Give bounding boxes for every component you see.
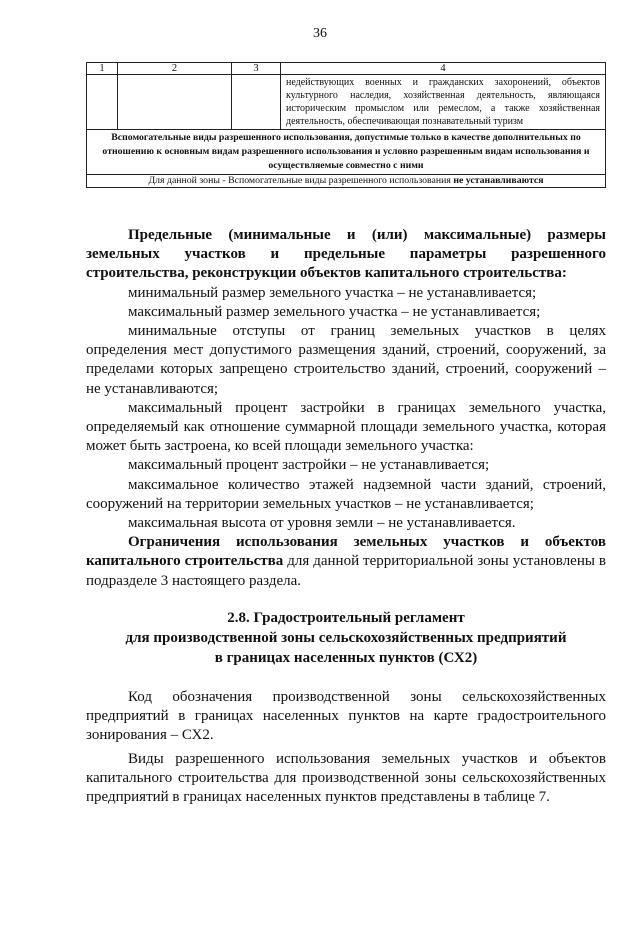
section-title-line: 2.8. Градостроительный регламент	[227, 610, 465, 626]
zone-uses-paragraph: Виды разрешенного использования земельных участков и объектов капитального строительства для производственной зоны сельскохозяйственных предприятий в границах населенных пунктов представлены в таблице 7.	[86, 750, 606, 806]
section-title-line: в границах населенных пунктов (СХ2)	[214, 650, 478, 666]
table-header-cell: 3	[232, 63, 281, 75]
page-number: 36	[313, 26, 327, 41]
table-header-cell: 2	[118, 63, 232, 75]
table-row	[87, 175, 606, 188]
limits-item: минимальные отступы от границ земельных участков в целях определения мест допустимого размещения зданий, строений, сооружений, за пределами которых запрещено строительство зданий, строений, сооружений – не устанавливаются;	[86, 323, 606, 397]
land-use-table	[86, 62, 606, 188]
table-header-row	[87, 63, 606, 75]
limits-item: максимальная высота от уровня земли – не устанавливается.	[128, 515, 516, 532]
table-cell-empty	[87, 75, 118, 130]
aux-uses-heading: Вспомогательные виды разрешенного использования, допустимые только в качестве дополнительных по отношению к основным видам разрешенного использования и условно разрешенным видам использования и осуществляемые совместно с ними	[87, 130, 606, 175]
restrictions-bold: Ограничения использования земельных участков и объектов капитального строительства	[86, 534, 606, 570]
table-row	[87, 130, 606, 175]
limits-item: максимальный процент застройки в границах земельного участка, определяемый как отношение суммарной площади земельного участка, которая может быть застроена, ко всей площади земельного участка:	[86, 399, 606, 455]
table-header-cell: 4	[281, 63, 606, 75]
aux-uses-note-prefix: Для данной зоны - Вспомогательные виды разрешенного использования	[148, 175, 454, 186]
table-cell-empty	[232, 75, 281, 130]
section-title	[86, 608, 606, 668]
aux-uses-note	[87, 175, 606, 188]
table-row	[87, 75, 606, 130]
limits-block	[86, 226, 606, 591]
table-header-cell: 1	[87, 63, 118, 75]
section-body	[86, 688, 606, 807]
section-title-line: для производственной зоны сельскохозяйственных предприятий	[125, 630, 567, 646]
restrictions-paragraph	[86, 533, 606, 591]
limits-heading: Предельные (минимальные и (или) максимальные) размеры земельных участков и предельные параметры разрешенного строительства, реконструкции объектов капитального строительства:	[86, 227, 606, 282]
limits-item: максимальный процент застройки – не устанавливается;	[128, 457, 490, 474]
limits-item: максимальный размер земельного участка – не устанавливается;	[128, 303, 541, 320]
restrictions-rest: для данной территориальной зоны установлены в подразделе 3 настоящего раздела.	[86, 553, 606, 589]
aux-uses-note-bold: не устанавливаются	[453, 175, 544, 186]
zone-code-paragraph: Код обозначения производственной зоны сельскохозяйственных предприятий в границах населенных пунктов на карте градостроительного зонирования – СХ2.	[86, 689, 606, 744]
table-cell-description: недействующих военных и гражданских захоронений, объектов культурного наследия, хозяйственная деятельность, являющаяся историческим промыслом или ремеслом, а также хозяйственная деятельность, обеспечивающая познавательный туризм	[281, 75, 606, 130]
limits-item: минимальный размер земельного участка – не устанавливается;	[128, 284, 537, 301]
table-cell-empty	[118, 75, 232, 130]
limits-item: максимальное количество этажей надземной части зданий, строений, сооружений на территории земельных участков – не устанавливается;	[86, 476, 606, 512]
